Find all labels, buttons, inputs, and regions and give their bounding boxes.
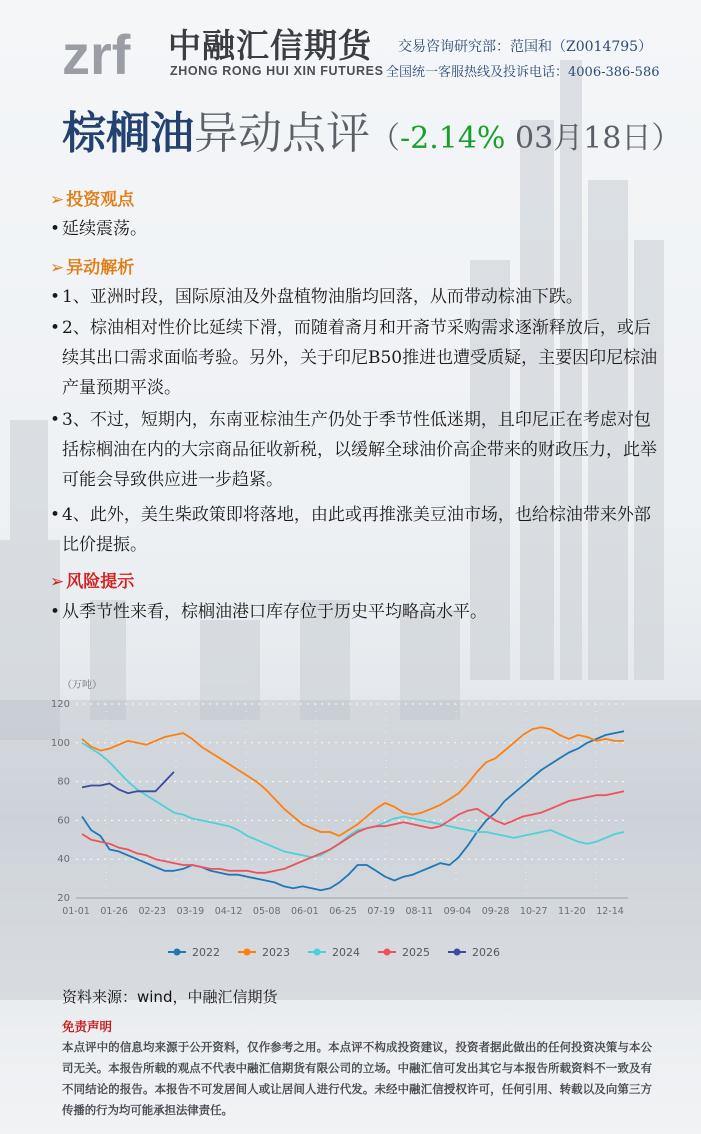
bullet-dot-icon: •	[50, 287, 61, 307]
disclaimer-title: 免责声明	[62, 1019, 113, 1034]
chart-unit-label: （万吨）	[62, 680, 102, 691]
title-suffix: 异动点评	[194, 108, 370, 159]
legend-label-2022: 2022	[192, 946, 220, 959]
chart-x-tick: 01-26	[100, 906, 128, 917]
chart-x-tick: 07-19	[367, 906, 395, 917]
page-title	[62, 108, 682, 159]
analysis-bullet-1: • 1、亚洲时段，国际原油及外盘植物油脂均回落，从而带动棕油下跌。	[50, 282, 662, 312]
legend-marker-2023	[244, 949, 251, 956]
bullet-dot-icon: •	[50, 219, 61, 239]
chart-x-tick: 09-04	[443, 906, 472, 917]
legend-marker-2024	[314, 949, 321, 956]
chart-x-tick: 06-25	[329, 906, 357, 917]
chart-series-2022	[82, 731, 624, 890]
section-analysis-heading: ➢ 异动解析	[50, 258, 135, 278]
legend-marker-2022	[174, 949, 181, 956]
chart-y-tick: 20	[57, 893, 70, 904]
chart-x-tick: 02-23	[138, 906, 167, 917]
chart-x-tick: 12-14	[596, 906, 624, 917]
bullet-dot-icon: •	[50, 410, 61, 430]
arrow-icon: ➢	[50, 572, 65, 592]
analyst-contact: 交易咨询研究部：范国和（Z0014795）	[398, 39, 653, 55]
chart-y-tick: 80	[57, 776, 70, 788]
header	[0, 0, 701, 95]
arrow-icon: ➢	[50, 258, 65, 278]
analysis-bullet-3: • 3、不过，短期内，东南亚棕油生产仍处于季节性低迷期，且印尼正在考虑对包括棕榈油在内的大宗商品征收新税，以缓解全球油价高企带来的财政压力，此举可能会导致供应进一步趋紧。	[50, 405, 662, 495]
chart-x-tick: 03-19	[176, 906, 205, 917]
chart-y-tick: 40	[57, 854, 70, 866]
title-paren: （	[370, 121, 400, 156]
legend-label-2024: 2024	[332, 946, 360, 959]
legend-label-2026: 2026	[472, 946, 500, 959]
company-logo	[62, 12, 162, 80]
legend-marker-2025	[384, 949, 391, 956]
legend-label-2025: 2025	[402, 946, 430, 959]
title-date: 03月18日）	[515, 121, 682, 156]
analysis-bullet-2: • 2、棕油相对性价比延续下滑，而随着斋月和开斋节采购需求逐渐释放后，或后续其出口需求面临考验。另外，关于印尼B50推进也遭受质疑，主要因印尼棕油产量预期平淡。	[50, 313, 662, 403]
section-view-heading: ➢ 投资观点	[50, 190, 135, 210]
risk-bullet: • 从季节性来看，棕榈油港口库存位于历史平均略高水平。	[50, 597, 662, 627]
change-percent: -2.14%	[400, 121, 506, 156]
legend-label-2023: 2023	[262, 946, 290, 959]
chart-series-2023	[82, 727, 624, 836]
arrow-icon: ➢	[50, 190, 65, 210]
chart-series-2024	[82, 743, 624, 858]
bullet-dot-icon: •	[50, 602, 61, 622]
hotline: 全国统一客服热线及投诉电话：4006-386-586	[386, 65, 660, 80]
section-risk-heading: ➢ 风险提示	[50, 572, 135, 592]
logo-letters: zrf	[62, 23, 131, 80]
legend-marker-2026	[454, 949, 461, 956]
company-name-cn: 中融汇信期货	[168, 26, 372, 65]
chart-x-tick: 01-01	[62, 906, 90, 917]
chart-x-tick: 08-11	[405, 906, 434, 917]
analysis-bullet-4: • 4、此外，美生柴政策即将落地，由此或再推涨美豆油市场，也给棕油带来外部比价提振。	[50, 500, 662, 560]
title-product: 棕榈油	[62, 108, 194, 159]
bullet-dot-icon: •	[50, 318, 61, 338]
company-name-en: ZHONG RONG HUI XIN FUTURES	[170, 64, 384, 78]
data-source: 资料来源：wind，中融汇信期货	[62, 988, 278, 1006]
chart-x-tick: 09-28	[481, 906, 510, 917]
chart-x-tick: 06-01	[291, 906, 319, 917]
chart-y-tick: 100	[50, 737, 70, 749]
chart-x-tick: 04-12	[214, 906, 243, 917]
chart-x-tick: 05-08	[252, 906, 281, 917]
chart-y-tick: 60	[57, 815, 70, 827]
inventory-line-chart	[48, 668, 648, 974]
chart-x-tick: 11-20	[558, 906, 586, 917]
chart-y-tick: 120	[50, 699, 70, 710]
disclaimer-body: 本点评中的信息均来源于公开资料，仅作参考之用。本点评不构成投资建议，投资者据此做出的任何投资决策与本公司无关。本报告所载的观点不代表中融汇信期货有限公司的立场。中融汇信可发出其它与本报告所载资料不一致及有不同结论的报告。本报告不可发居间人或让居间人进行代发。未经中融汇信授权许可，任何引用、转载以及向第三方传播的行为均可能承担法律责任。	[62, 1040, 652, 1117]
bullet-dot-icon: •	[50, 505, 61, 525]
chart-x-tick: 10-27	[519, 906, 548, 917]
view-bullet: • 延续震荡。	[50, 214, 662, 244]
